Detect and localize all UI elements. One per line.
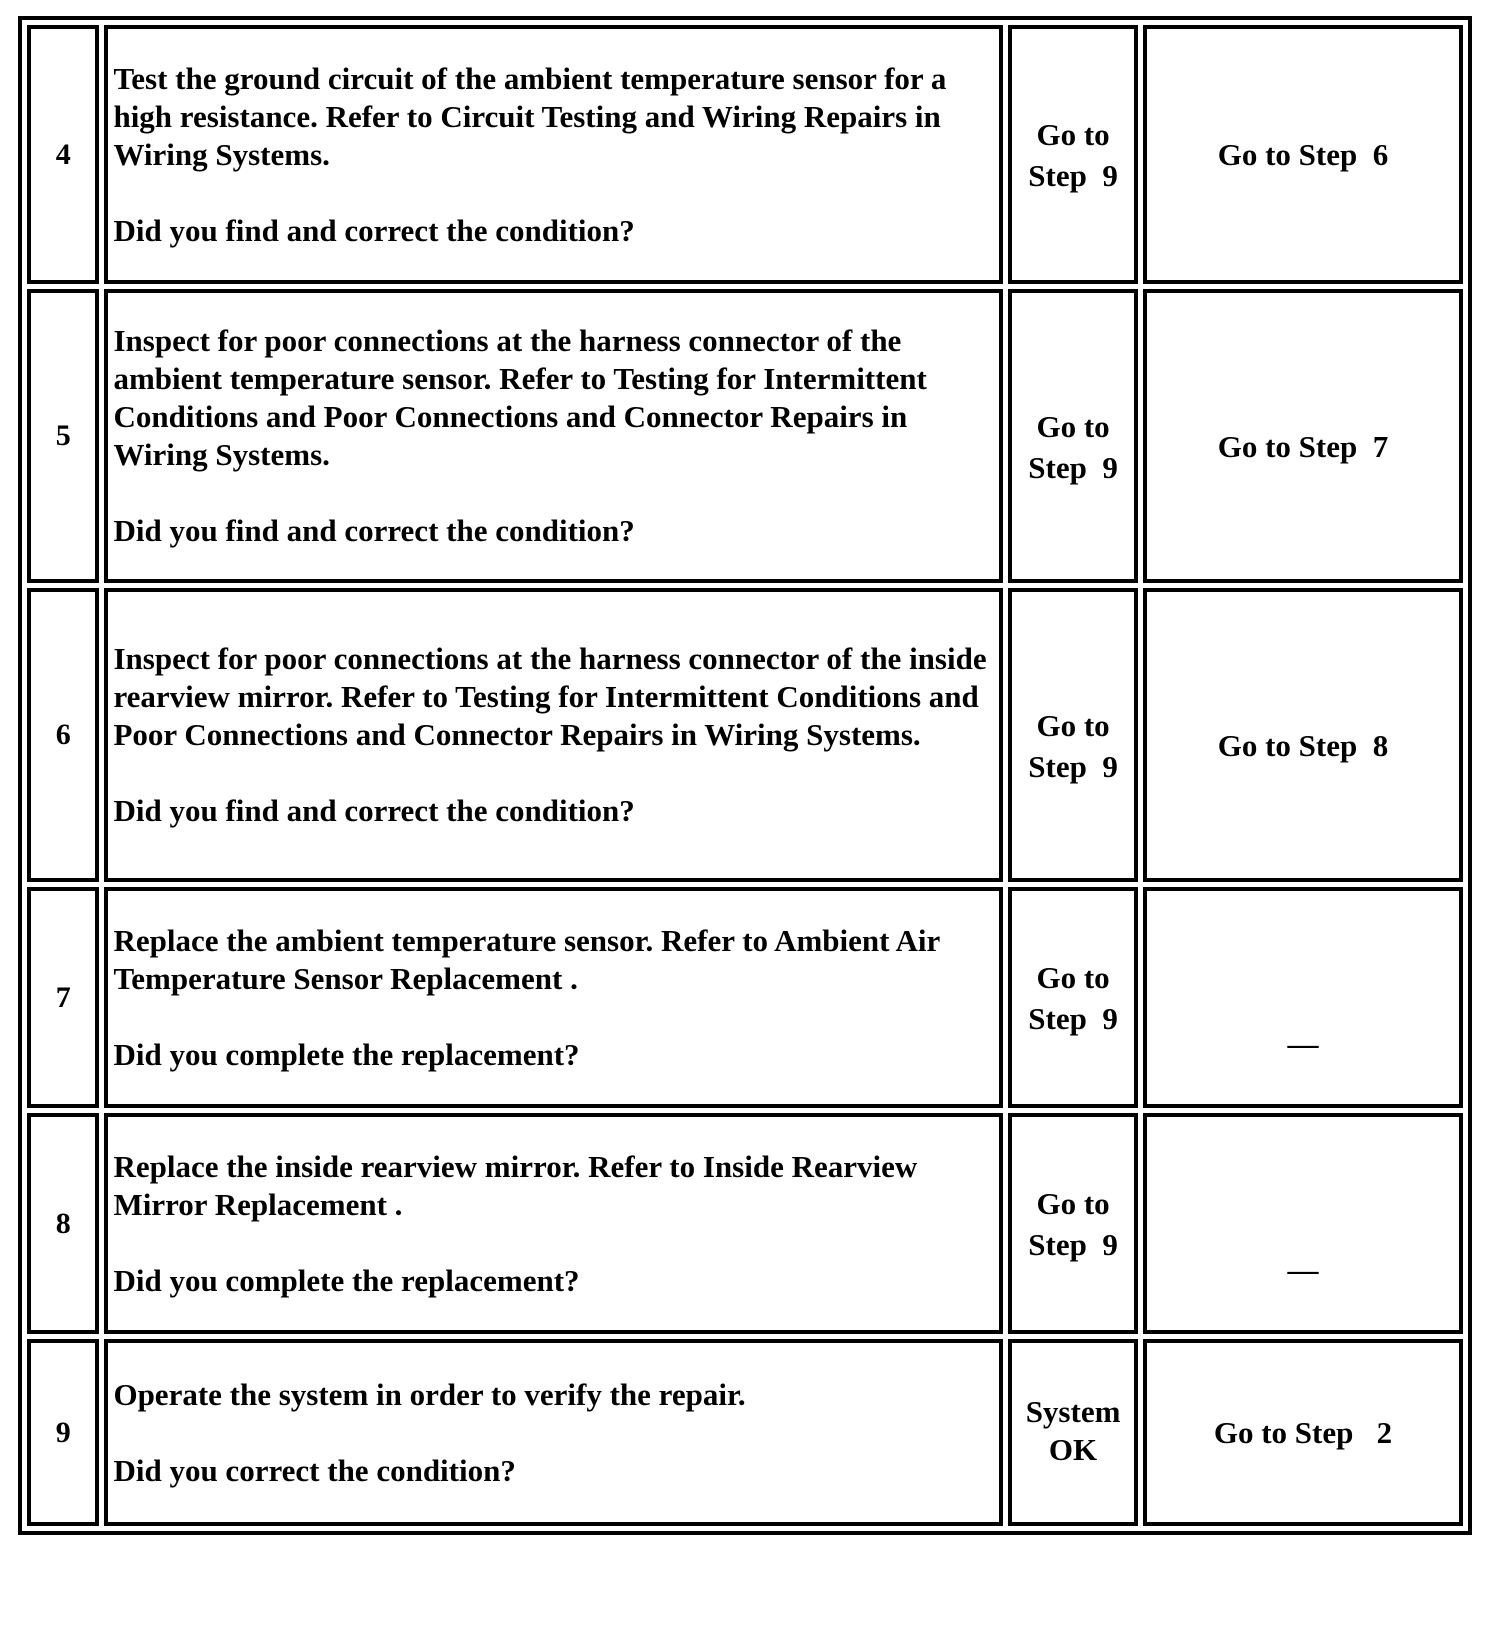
question-text: Did you complete the replacement?	[113, 1036, 580, 1072]
question-text: Did you complete the replacement?	[113, 1262, 580, 1298]
step-number: 7	[27, 887, 99, 1108]
question-text: Did you find and correct the condition?	[113, 513, 635, 548]
table-row	[27, 1113, 1463, 1334]
action-text: Replace the ambient temperature sensor. Refer to Ambient Air Temperature Sensor Replacement .	[113, 922, 940, 996]
no-value: —	[1287, 1252, 1319, 1287]
no-cell	[1143, 1113, 1463, 1334]
action-cell	[104, 588, 1003, 882]
no-cell	[1143, 289, 1463, 583]
diagnostic-table	[18, 16, 1472, 1535]
yes-cell	[1008, 588, 1138, 882]
yes-cell	[1008, 1113, 1138, 1334]
step-number: 4	[27, 25, 99, 284]
action-cell	[104, 1339, 1003, 1526]
action-cell	[104, 25, 1003, 284]
yes-link[interactable]: Go to Step 9	[1028, 959, 1118, 1036]
yes-cell	[1008, 289, 1138, 583]
step-number: 9	[27, 1339, 99, 1526]
table-row	[27, 25, 1463, 284]
action-text: Inspect for poor connections at the harness connector of the inside rearview mirror. Refer to Testing for Intermittent Conditions and Poor Connections and Connector Repairs in Wiring Systems.	[113, 641, 987, 752]
no-cell	[1143, 25, 1463, 284]
yes-cell	[1008, 887, 1138, 1108]
no-cell	[1143, 588, 1463, 882]
action-text: Replace the inside rearview mirror. Refer to Inside Rearview Mirror Replacement .	[113, 1148, 918, 1222]
yes-link[interactable]: Go to Step 9	[1028, 1185, 1118, 1262]
no-link[interactable]: Go to Step 7	[1217, 429, 1389, 464]
action-cell	[104, 887, 1003, 1108]
no-link[interactable]: Go to Step 8	[1217, 728, 1389, 763]
table-row	[27, 289, 1463, 583]
no-link[interactable]: Go to Step 2	[1213, 1415, 1393, 1450]
action-cell	[104, 289, 1003, 583]
table-row	[27, 588, 1463, 882]
question-text: Did you find and correct the condition?	[113, 212, 635, 248]
step-number: 5	[27, 289, 99, 583]
action-text: Test the ground circuit of the ambient temperature sensor for a high resistance. Refer to Circuit Testing and Wiring Repairs in Wiring Systems.	[113, 60, 947, 172]
table-row	[27, 887, 1463, 1108]
yes-cell	[1008, 1339, 1138, 1526]
yes-link[interactable]: Go to Step 9	[1028, 708, 1118, 784]
table-row	[27, 1339, 1463, 1526]
step-number: 8	[27, 1113, 99, 1334]
action-text: Operate the system in order to verify the repair.	[113, 1376, 746, 1412]
question-text: Did you find and correct the condition?	[113, 793, 635, 828]
system-ok-text: System OK	[1025, 1394, 1129, 1467]
yes-link[interactable]: Go to Step 9	[1028, 116, 1118, 193]
yes-link[interactable]: Go to Step 9	[1028, 409, 1118, 485]
question-text: Did you correct the condition?	[113, 1452, 516, 1488]
action-cell	[104, 1113, 1003, 1334]
action-text: Inspect for poor connections at the harness connector of the ambient temperature sensor. Refer to Testing for Intermittent Conditions and Poor Connections and Connector Repairs in Wiring Systems.	[113, 323, 927, 472]
step-number: 6	[27, 588, 99, 882]
yes-cell	[1008, 25, 1138, 284]
no-link[interactable]: Go to Step 6	[1217, 136, 1389, 172]
no-cell	[1143, 887, 1463, 1108]
no-cell	[1143, 1339, 1463, 1526]
no-value: —	[1287, 1026, 1319, 1061]
